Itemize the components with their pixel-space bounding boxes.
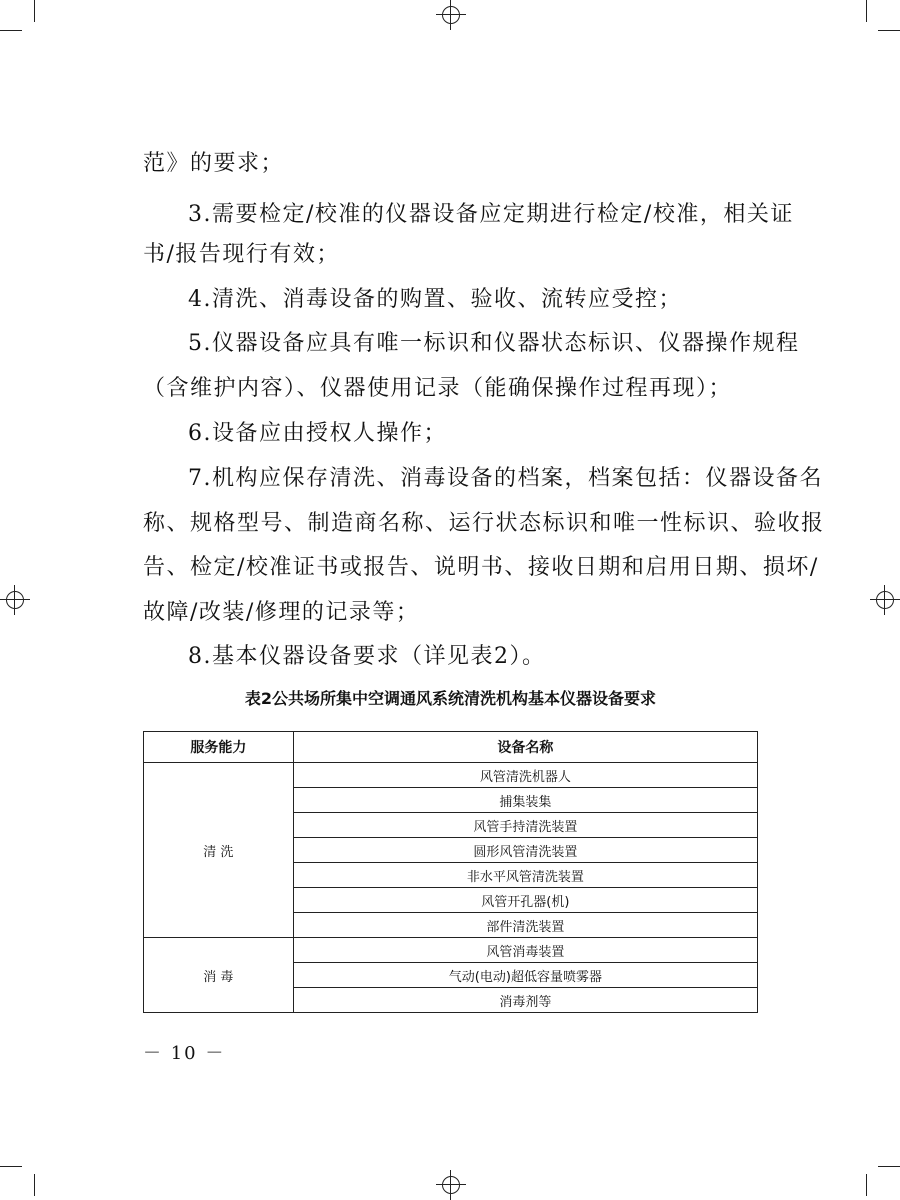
body-text-line: 6.设备应由授权人操作； xyxy=(188,421,447,446)
registration-mark-icon xyxy=(0,585,30,615)
equipment-cell: 气动(电动)超低容量喷雾器 xyxy=(293,963,757,988)
body-text-line: 4.清洗、消毒设备的购置、验收、流转应受控； xyxy=(188,287,682,312)
table-header-row xyxy=(144,732,758,763)
crop-mark xyxy=(878,1166,900,1167)
column-header-capability: 服务能力 xyxy=(144,732,294,763)
crop-mark xyxy=(0,30,22,31)
body-text-line: 3.需要检定/校准的仪器设备应定期进行检定/校准，相关证 xyxy=(188,202,794,227)
body-text-line: 称、规格型号、制造商名称、运行状态标识和唯一性标识、验收报 xyxy=(143,511,825,536)
body-text-line: 7.机构应保存清洗、消毒设备的档案，档案包括：仪器设备名 xyxy=(188,466,823,491)
equipment-cell: 风管清洗机器人 xyxy=(293,763,757,788)
capability-cell-cleaning: 清 洗 xyxy=(144,763,294,938)
equipment-cell: 部件清洗装置 xyxy=(293,913,757,938)
crop-mark xyxy=(866,0,867,22)
body-text-line: 范》的要求； xyxy=(143,151,285,176)
body-text-line: （含维护内容）、仪器使用记录（能确保操作过程再现）； xyxy=(143,376,733,401)
body-text-line: 告、检定/校准证书或报告、说明书、接收日期和启用日期、损坏/ xyxy=(143,555,819,580)
crop-mark xyxy=(866,1174,867,1196)
crop-mark xyxy=(34,0,35,22)
crop-mark xyxy=(0,1166,22,1167)
equipment-cell: 风管消毒装置 xyxy=(293,938,757,963)
equipment-cell: 非水平风管清洗装置 xyxy=(293,863,757,888)
table-row xyxy=(144,938,758,963)
body-text-line: 书/报告现行有效； xyxy=(143,242,340,267)
equipment-cell: 风管手持清洗装置 xyxy=(293,813,757,838)
equipment-cell: 圆形风管清洗装置 xyxy=(293,838,757,863)
body-text-line: 8.基本仪器设备要求（详见表2）。 xyxy=(188,644,546,669)
body-text-line: 故障/改装/修理的记录等； xyxy=(143,600,420,625)
registration-mark-icon xyxy=(870,585,900,615)
page-number: － 10 － xyxy=(143,1043,226,1064)
body-text-line: 5.仪器设备应具有唯一标识和仪器状态标识、仪器操作规程 xyxy=(188,331,800,356)
crop-mark xyxy=(34,1174,35,1196)
equipment-cell: 风管开孔器(机) xyxy=(293,888,757,913)
capability-cell-disinfection: 消 毒 xyxy=(144,938,294,1013)
table-caption: 表2公共场所集中空调通风系统清洗机构基本仪器设备要求 xyxy=(244,689,657,708)
column-header-equipment: 设备名称 xyxy=(293,732,757,763)
equipment-cell: 捕集装集 xyxy=(293,788,757,813)
equipment-table xyxy=(143,731,758,1013)
crop-mark xyxy=(878,30,900,31)
equipment-cell: 消毒剂等 xyxy=(293,988,757,1013)
table-row xyxy=(144,763,758,788)
registration-mark-icon xyxy=(436,0,466,30)
